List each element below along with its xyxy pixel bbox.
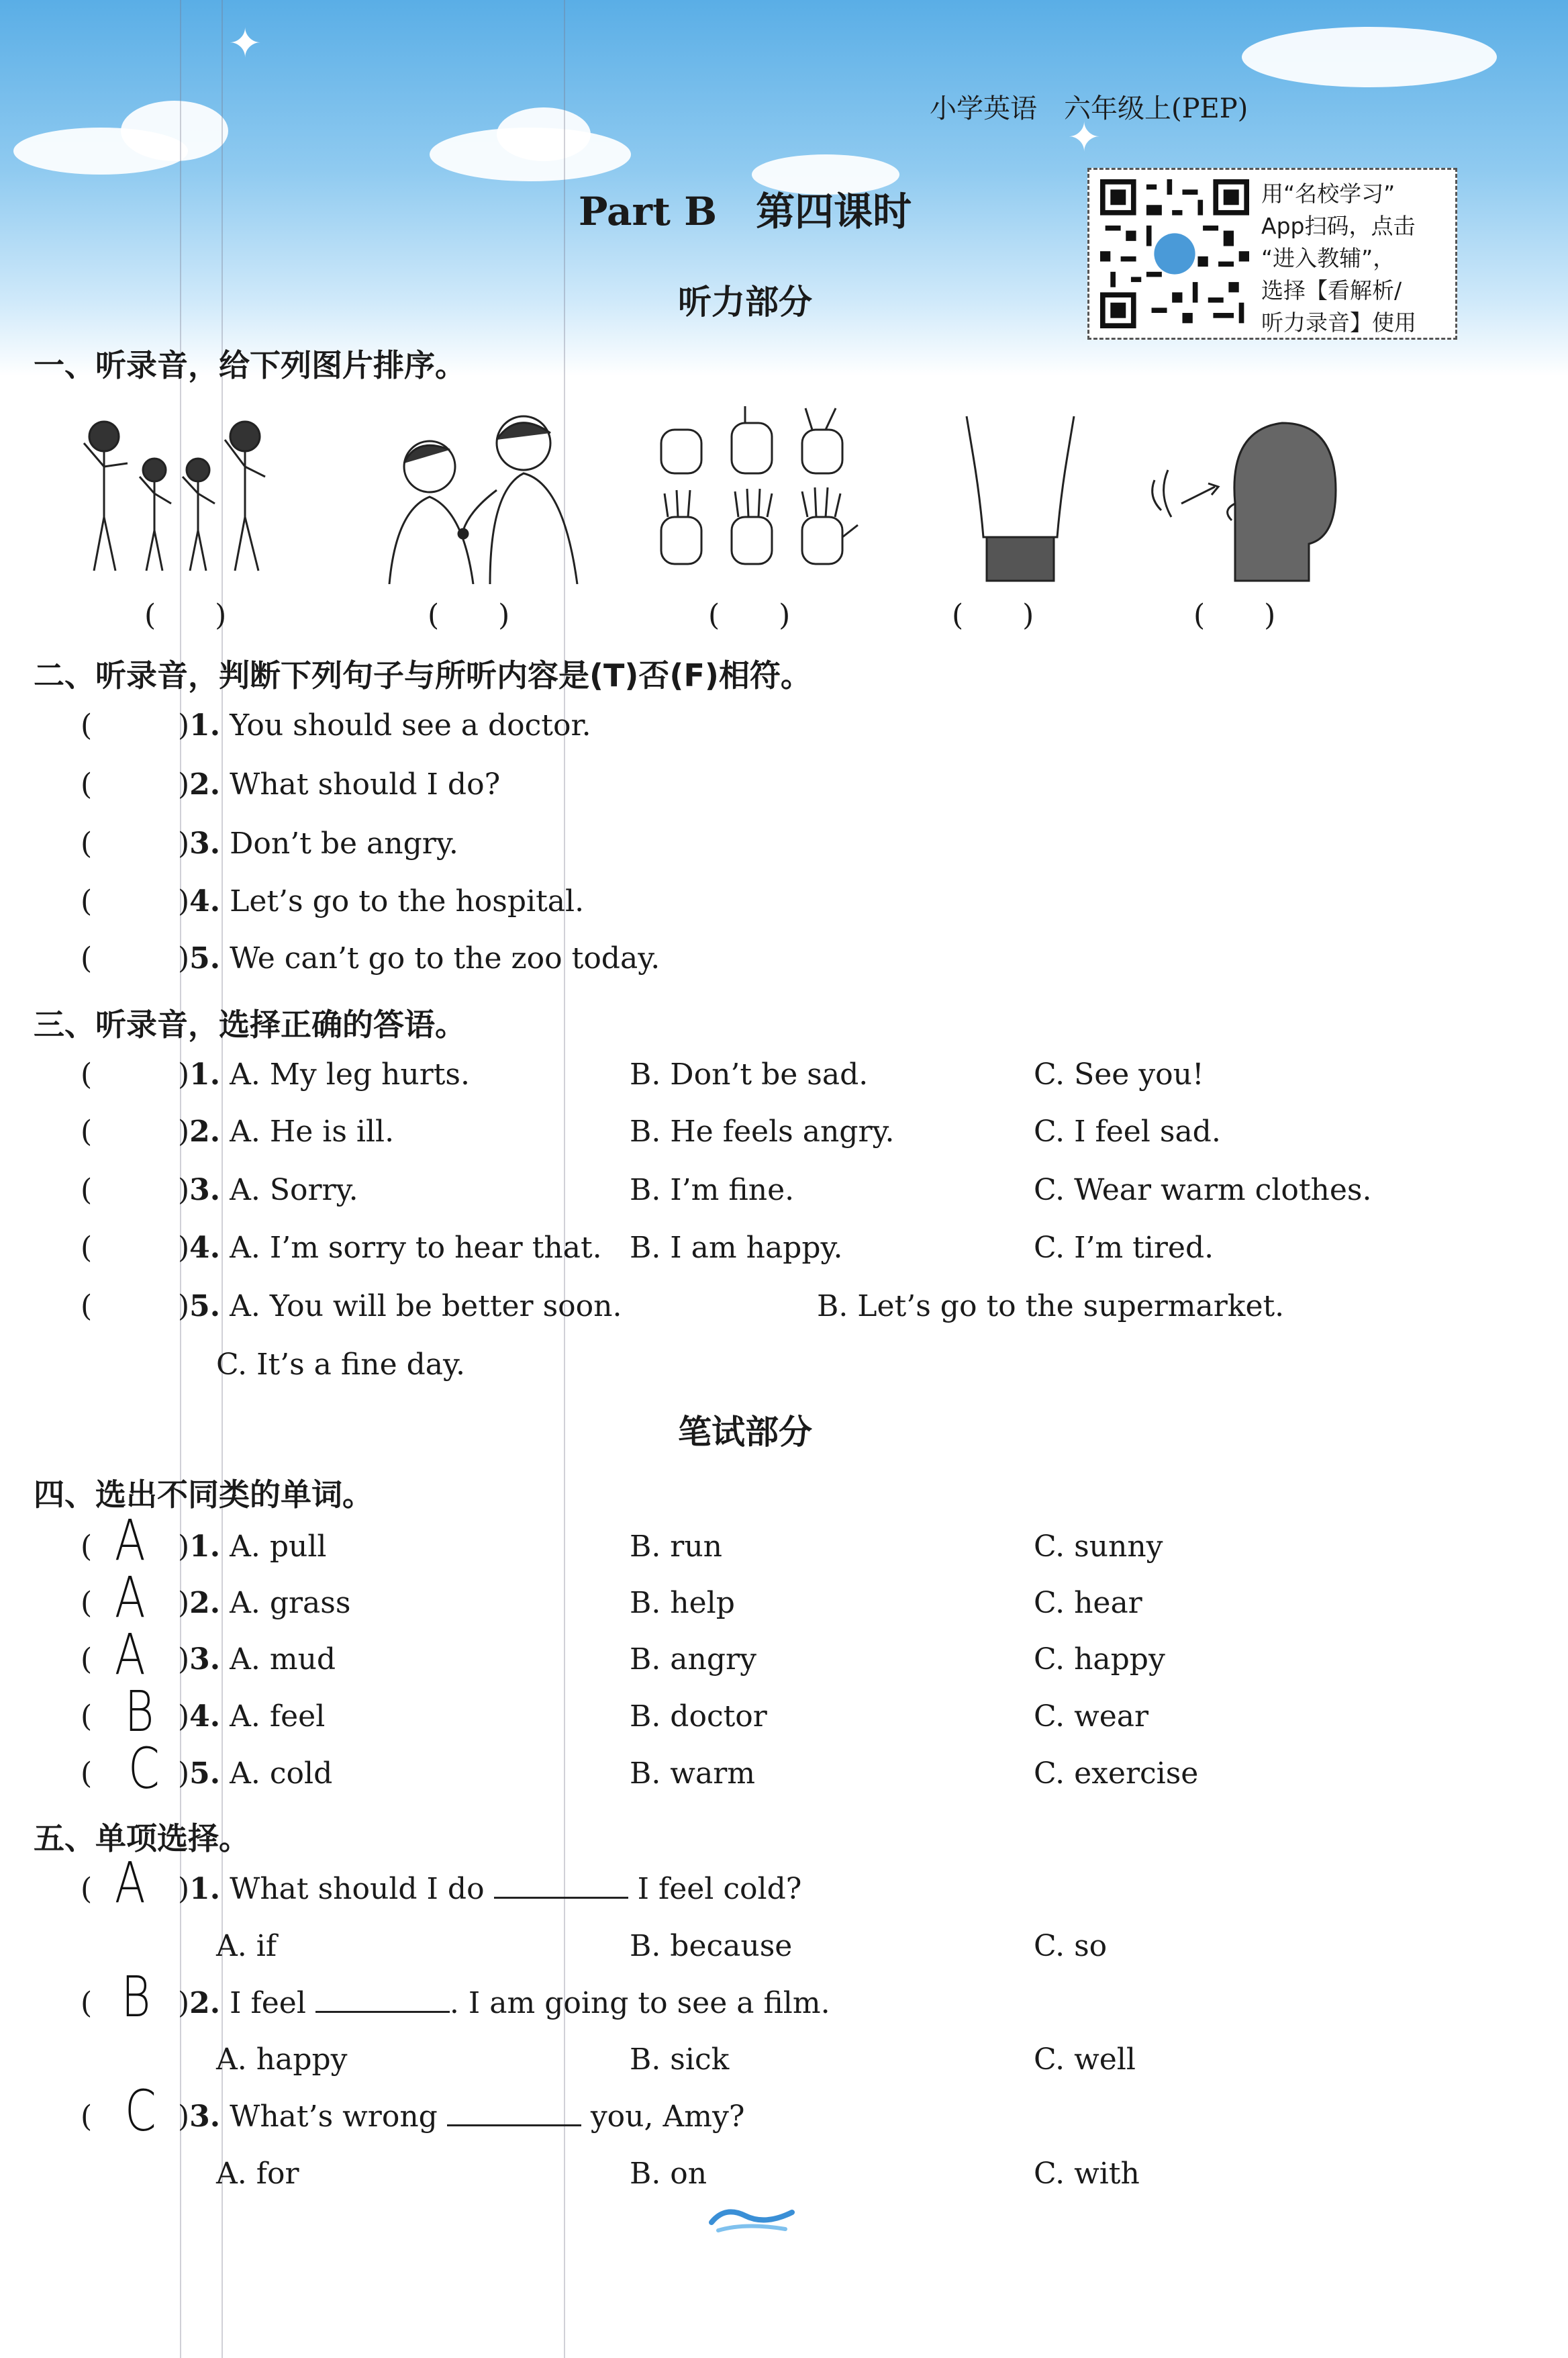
- page-number-icon: [698, 2196, 805, 2236]
- item-number: 3.: [189, 1173, 221, 1207]
- question-4-heading: 四、选出不同类的单词。: [34, 1476, 373, 1513]
- picture-order-blank[interactable]: ( ): [1193, 598, 1276, 632]
- handwritten-answer: A: [114, 1507, 146, 1573]
- q5-item-3: )3. What’s wrong you, Amy?: [178, 2100, 745, 2134]
- handwritten-answer: A: [114, 1621, 146, 1687]
- doctor-patient-picture: [362, 403, 584, 584]
- item-number: 4.: [189, 1231, 221, 1265]
- option-b: B. Don’t be sad.: [630, 1057, 869, 1092]
- option-a: A. feel: [230, 1699, 326, 1734]
- option-a: A. cold: [230, 1756, 333, 1791]
- item-text: You should see a doctor.: [230, 708, 591, 743]
- answer-blank[interactable]: (: [81, 1289, 93, 1323]
- fill-blank[interactable]: [494, 1873, 628, 1899]
- option-b: B. because: [630, 1929, 793, 1963]
- q4-item-2: )2. A. grass: [178, 1586, 351, 1620]
- series-label: 小学英语 六年级上(PEP): [930, 93, 1248, 124]
- picture-order-blank[interactable]: ( ): [428, 598, 510, 632]
- option-b: B. I’m fine.: [630, 1173, 795, 1207]
- item-number: 2.: [189, 1986, 221, 2020]
- item-number: 3.: [189, 2100, 221, 2134]
- item-number: 4.: [189, 884, 221, 918]
- option-a: A. Sorry.: [230, 1173, 358, 1207]
- qr-instruction-line: App扫码，点击: [1261, 213, 1416, 239]
- qr-instruction-line: “进入教辅”，: [1261, 245, 1395, 271]
- answer-blank[interactable]: (: [81, 941, 93, 976]
- cold-child-picture: [920, 403, 1141, 584]
- q2-item-4: )4. Let’s go to the hospital.: [178, 884, 585, 918]
- stem-text: I feel cold?: [637, 1872, 802, 1906]
- option-c: C. wear: [1034, 1699, 1149, 1734]
- option-b: B. I am happy.: [630, 1231, 843, 1265]
- option-c: C. with: [1034, 2157, 1140, 2191]
- answer-blank[interactable]: (: [81, 1756, 93, 1791]
- option-b: B. Let’s go to the supermarket.: [817, 1289, 1285, 1323]
- item-text: We can’t go to the zoo today.: [230, 941, 660, 976]
- fill-blank[interactable]: [447, 2100, 581, 2126]
- q3-item-1: )1. A. My leg hurts.: [178, 1057, 470, 1092]
- cloud-decoration: [497, 107, 591, 161]
- option-a: A. He is ill.: [230, 1115, 395, 1149]
- option-b: B. help: [630, 1586, 735, 1620]
- q2-item-2: )2. What should I do?: [178, 767, 501, 802]
- item-text: Don’t be angry.: [230, 827, 458, 861]
- q3-item-3: )3. A. Sorry.: [178, 1173, 358, 1207]
- listening-section-title: 听力部分: [678, 283, 812, 322]
- question-3-heading: 三、听录音，选择正确的答语。: [34, 1006, 466, 1043]
- q3-item-4: )4. A. I’m sorry to hear that.: [178, 1231, 602, 1265]
- breathing-person-picture: [1141, 403, 1363, 584]
- answer-blank[interactable]: (: [81, 1231, 93, 1265]
- answer-blank[interactable]: (: [81, 1642, 93, 1677]
- writing-section-title: 笔试部分: [678, 1413, 812, 1452]
- handwritten-answer: C: [128, 1736, 160, 1801]
- item-number: 2.: [189, 1586, 221, 1620]
- option-c: C. Wear warm clothes.: [1034, 1173, 1372, 1207]
- option-b: B. warm: [630, 1756, 755, 1791]
- stem-text: What should I do: [230, 1872, 485, 1906]
- option-a: A. My leg hurts.: [230, 1057, 470, 1092]
- option-a: A. happy: [216, 2042, 348, 2077]
- item-number: 3.: [189, 827, 221, 861]
- option-c: C. sunny: [1034, 1529, 1163, 1564]
- item-number: 1.: [189, 708, 221, 743]
- item-number: 2.: [189, 767, 221, 802]
- stem-text: you, Amy?: [590, 2100, 745, 2134]
- answer-blank[interactable]: (: [81, 827, 93, 861]
- sparkle-icon: ✦: [1067, 114, 1101, 161]
- item-number: 4.: [189, 1699, 221, 1734]
- item-number: 1.: [189, 1872, 221, 1906]
- item-number: 2.: [189, 1115, 221, 1149]
- cloud-decoration: [1242, 27, 1497, 87]
- answer-blank[interactable]: (: [81, 1115, 93, 1149]
- option-a: A. You will be better soon.: [230, 1289, 622, 1323]
- handwritten-answer: B: [124, 1679, 154, 1744]
- page-title: Part B 第四课时: [578, 189, 912, 234]
- question-2-heading: 二、听录音，判断下列句子与所听内容是(T)否(F)相符。: [34, 657, 812, 694]
- item-number: 5.: [189, 1289, 221, 1323]
- picture-order-blank[interactable]: ( ): [144, 598, 227, 632]
- q2-item-3: )3. Don’t be angry.: [178, 827, 458, 861]
- item-number: 1.: [189, 1529, 221, 1564]
- option-a: A. grass: [230, 1586, 351, 1620]
- option-b: B. sick: [630, 2042, 730, 2077]
- q5-item-1: )1. What should I do I feel cold?: [178, 1872, 802, 1906]
- question-5-heading: 五、单项选择。: [34, 1820, 250, 1856]
- stem-text: What’s wrong: [230, 2100, 438, 2134]
- option-c: C. happy: [1034, 1642, 1165, 1677]
- qr-instruction-line: 用“名校学习”: [1261, 181, 1395, 207]
- q4-item-5: )5. A. cold: [178, 1756, 333, 1791]
- option-b: B. doctor: [630, 1699, 767, 1734]
- answer-blank[interactable]: (: [81, 1057, 93, 1092]
- option-b: B. on: [630, 2157, 707, 2191]
- item-number: 5.: [189, 941, 221, 976]
- option-c: C. hear: [1034, 1586, 1142, 1620]
- handwritten-answer: A: [114, 1564, 146, 1630]
- exercise-people-picture: [67, 403, 289, 584]
- answer-blank[interactable]: (: [81, 2100, 93, 2134]
- option-c: C. so: [1034, 1929, 1108, 1963]
- option-b: B. run: [630, 1529, 723, 1564]
- handwritten-answer: A: [114, 1850, 146, 1916]
- answer-blank[interactable]: (: [81, 1173, 93, 1207]
- qr-instruction-line: 选择【看解析/: [1261, 277, 1402, 303]
- picture-order-blank[interactable]: ( ): [708, 598, 791, 632]
- item-number: 1.: [189, 1057, 221, 1092]
- fill-blank[interactable]: [315, 1987, 450, 2013]
- counting-hands-picture: [644, 403, 866, 584]
- option-a: A. I’m sorry to hear that.: [230, 1231, 602, 1265]
- question-1-heading: 一、听录音，给下列图片排序。: [34, 347, 466, 383]
- answer-blank[interactable]: (: [81, 1586, 93, 1620]
- option-a: A. for: [216, 2157, 299, 2191]
- stem-text: . I am going to see a film.: [449, 1986, 830, 2020]
- item-text: What should I do?: [230, 767, 501, 802]
- answer-blank[interactable]: (: [81, 884, 93, 918]
- answer-blank[interactable]: (: [81, 1986, 93, 2020]
- q2-item-5: )5. We can’t go to the zoo today.: [178, 941, 660, 976]
- answer-blank[interactable]: (: [81, 708, 93, 743]
- option-b: B. He feels angry.: [630, 1115, 895, 1149]
- option-a: A. pull: [230, 1529, 327, 1564]
- qr-instruction-line: 听力录音】使用: [1261, 310, 1416, 336]
- option-a: A. mud: [230, 1642, 336, 1677]
- q2-item-1: )1. You should see a doctor.: [178, 708, 591, 743]
- answer-blank[interactable]: (: [81, 1529, 93, 1564]
- handwritten-answer: B: [121, 1964, 151, 2030]
- handwritten-answer: C: [124, 2078, 156, 2144]
- answer-blank[interactable]: (: [81, 1699, 93, 1734]
- q4-item-4: )4. A. feel: [178, 1699, 326, 1734]
- answer-blank[interactable]: (: [81, 1872, 93, 1906]
- option-c: C. I’m tired.: [1034, 1231, 1214, 1265]
- q5-item-2: )2. I feel . I am going to see a film.: [178, 1986, 830, 2020]
- option-c: C. I feel sad.: [1034, 1115, 1221, 1149]
- item-number: 5.: [189, 1756, 221, 1791]
- option-c: C. See you!: [1034, 1057, 1204, 1092]
- option-c: C. exercise: [1034, 1756, 1199, 1791]
- picture-order-blank[interactable]: ( ): [952, 598, 1034, 632]
- option-a: A. if: [216, 1929, 277, 1963]
- cloud-decoration: [121, 101, 228, 161]
- item-text: Let’s go to the hospital.: [230, 884, 585, 918]
- stem-text: I feel: [230, 1986, 306, 2020]
- sparkle-icon: ✦: [228, 20, 262, 67]
- q3-item-2: )2. A. He is ill.: [178, 1115, 395, 1149]
- option-c: C. well: [1034, 2042, 1136, 2077]
- option-c: C. It’s a fine day.: [216, 1348, 466, 1382]
- option-b: B. angry: [630, 1642, 756, 1677]
- answer-blank[interactable]: (: [81, 767, 93, 802]
- item-number: 3.: [189, 1642, 221, 1677]
- q3-item-5: )5. A. You will be better soon.: [178, 1289, 622, 1323]
- q4-item-1: )1. A. pull: [178, 1529, 327, 1564]
- q4-item-3: )3. A. mud: [178, 1642, 336, 1677]
